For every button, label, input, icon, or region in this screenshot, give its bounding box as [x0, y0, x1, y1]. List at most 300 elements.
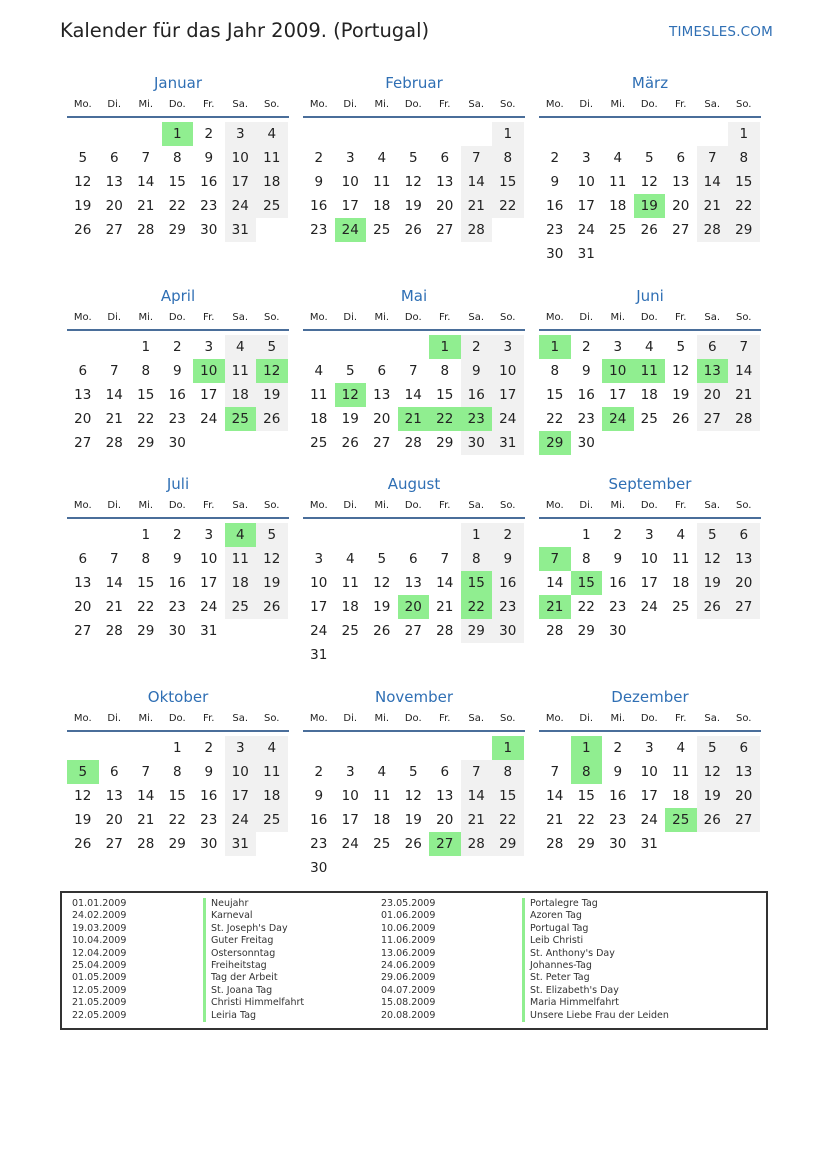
- day-cell: 9: [204, 150, 214, 166]
- day-cell: 11: [225, 547, 257, 571]
- day-cell: 4: [377, 764, 387, 780]
- day-grid: [539, 736, 761, 856]
- day-cell: 16: [609, 788, 627, 804]
- day-cell: 21: [105, 599, 123, 615]
- day-cell: 16: [168, 387, 186, 403]
- weekday-label: So.: [500, 500, 516, 511]
- day-cell: 5: [697, 523, 729, 547]
- day-cell: 7: [440, 551, 450, 567]
- day-cell: 6: [109, 150, 119, 166]
- weekday-label: So.: [500, 312, 516, 323]
- weekday-label: So.: [500, 713, 516, 724]
- day-cell: 24: [602, 407, 634, 431]
- empty-cell: [461, 736, 493, 760]
- day-cell: 29: [168, 836, 186, 852]
- day-cell: 30: [310, 860, 328, 876]
- day-cell: 16: [310, 198, 328, 214]
- weekday-label: Sa.: [704, 99, 721, 110]
- weekday-label: Sa.: [232, 713, 249, 724]
- day-cell: 15: [137, 575, 155, 591]
- month-name: Dezember: [611, 688, 689, 706]
- day-cell: 12: [373, 575, 391, 591]
- empty-cell: [665, 122, 697, 146]
- day-cell: 28: [105, 435, 123, 451]
- day-cell: 4: [613, 150, 623, 166]
- day-cell: 22: [492, 808, 524, 832]
- weekday-label: Di.: [343, 713, 358, 724]
- day-cell: 3: [225, 736, 257, 760]
- day-cell: 28: [461, 218, 493, 242]
- day-cell: 27: [105, 836, 123, 852]
- day-cell: 23: [577, 411, 595, 427]
- day-cell: 28: [546, 836, 564, 852]
- weekday-label: Mi.: [610, 713, 626, 724]
- day-cell: 3: [204, 527, 214, 543]
- day-cell: 13: [697, 359, 729, 383]
- day-cell: 19: [256, 571, 288, 595]
- day-cell: 3: [204, 339, 214, 355]
- day-cell: 7: [697, 146, 729, 170]
- holiday-date: 20.08.2009: [381, 1009, 436, 1021]
- day-cell: 21: [436, 599, 454, 615]
- day-cell: 17: [310, 599, 328, 615]
- day-cell: 6: [377, 363, 387, 379]
- day-cell: 3: [613, 339, 623, 355]
- day-cell: 21: [137, 812, 155, 828]
- day-cell: 27: [436, 222, 454, 238]
- weekday-label: Fr.: [203, 500, 215, 511]
- day-cell: 14: [137, 788, 155, 804]
- empty-cell: [99, 122, 131, 146]
- day-cell: 4: [256, 736, 288, 760]
- month-3: [539, 72, 761, 266]
- weekday-label: Mo.: [545, 500, 564, 511]
- day-cell: 23: [461, 407, 493, 431]
- day-cell: 14: [137, 174, 155, 190]
- day-cell: 22: [728, 194, 760, 218]
- day-cell: 8: [550, 363, 560, 379]
- day-cell: 13: [436, 788, 454, 804]
- day-cell: 12: [640, 174, 658, 190]
- day-cell: 22: [168, 198, 186, 214]
- day-cell: 21: [105, 411, 123, 427]
- day-cell: 9: [581, 363, 591, 379]
- day-cell: 4: [345, 551, 355, 567]
- day-cell: 30: [200, 836, 218, 852]
- day-cell: 10: [602, 359, 634, 383]
- day-cell: 8: [461, 547, 493, 571]
- empty-cell: [398, 122, 430, 146]
- day-cell: 11: [310, 387, 328, 403]
- day-cell: 20: [697, 383, 729, 407]
- brand-link[interactable]: TIMESLES.COM: [669, 24, 773, 40]
- empty-cell: [130, 736, 162, 760]
- day-cell: 18: [672, 788, 690, 804]
- day-cell: 27: [404, 623, 422, 639]
- holiday-date: 21.05.2009: [72, 997, 127, 1009]
- empty-cell: [67, 523, 99, 547]
- holiday-date: 12.04.2009: [72, 947, 127, 959]
- day-cell: 24: [577, 222, 595, 238]
- empty-cell: [335, 335, 367, 359]
- day-cell: 20: [436, 812, 454, 828]
- day-cell: 11: [256, 760, 288, 784]
- day-cell: 3: [345, 764, 355, 780]
- day-cell: 31: [492, 431, 524, 455]
- day-cell: 13: [728, 547, 760, 571]
- day-cell: 23: [609, 812, 627, 828]
- weekday-header: [67, 307, 289, 331]
- day-cell: 30: [168, 435, 186, 451]
- day-cell: 18: [640, 387, 658, 403]
- day-cell: 6: [78, 551, 88, 567]
- day-cell: 7: [109, 551, 119, 567]
- day-cell: 27: [697, 407, 729, 431]
- weekday-label: Mo.: [309, 312, 328, 323]
- month-name: Oktober: [147, 688, 209, 706]
- day-cell: 29: [577, 836, 595, 852]
- day-cell: 4: [256, 122, 288, 146]
- weekday-label: Di.: [343, 99, 358, 110]
- weekday-label: Mi.: [610, 99, 626, 110]
- day-cell: 1: [141, 527, 151, 543]
- day-cell: 5: [676, 339, 686, 355]
- holiday-name: Tag der Arbeit: [211, 972, 278, 984]
- day-cell: 9: [613, 551, 623, 567]
- empty-cell: [67, 122, 99, 146]
- month-name: August: [387, 475, 441, 493]
- day-cell: 14: [404, 387, 422, 403]
- day-cell: 14: [728, 359, 760, 383]
- empty-cell: [303, 736, 335, 760]
- empty-cell: [99, 523, 131, 547]
- month-name: Juli: [166, 475, 190, 493]
- weekday-label: Do.: [640, 500, 658, 511]
- empty-cell: [366, 335, 398, 359]
- month-7: [67, 473, 289, 643]
- day-cell: 29: [461, 619, 493, 643]
- day-cell: 31: [225, 218, 257, 242]
- day-cell: 31: [200, 623, 218, 639]
- day-cell: 2: [613, 740, 623, 756]
- empty-cell: [366, 122, 398, 146]
- day-cell: 18: [310, 411, 328, 427]
- day-cell: 30: [492, 619, 524, 643]
- day-cell: 24: [225, 808, 257, 832]
- day-cell: 16: [200, 174, 218, 190]
- weekday-label: Fr.: [439, 713, 451, 724]
- day-cell: 22: [137, 599, 155, 615]
- day-cell: 1: [461, 523, 493, 547]
- day-cell: 8: [440, 363, 450, 379]
- holiday-date: 10.06.2009: [381, 922, 436, 934]
- empty-cell: [461, 122, 493, 146]
- day-grid: [539, 335, 761, 455]
- weekday-label: Do.: [168, 99, 186, 110]
- day-cell: 31: [640, 836, 658, 852]
- holiday-name: Ostersonntag: [211, 947, 276, 959]
- day-cell: 7: [408, 363, 418, 379]
- weekday-label: Di.: [107, 713, 122, 724]
- weekday-label: Sa.: [468, 500, 485, 511]
- day-cell: 13: [74, 575, 92, 591]
- day-cell: 8: [141, 363, 151, 379]
- weekday-label: Mi.: [610, 312, 626, 323]
- empty-cell: [539, 736, 571, 760]
- empty-cell: [303, 122, 335, 146]
- day-cell: 1: [162, 122, 194, 146]
- day-cell: 4: [377, 150, 387, 166]
- day-cell: 17: [225, 784, 257, 808]
- day-cell: 12: [256, 547, 288, 571]
- day-grid: [67, 523, 289, 643]
- holiday-date: 23.05.2009: [381, 898, 436, 909]
- day-cell: 25: [341, 623, 359, 639]
- weekday-label: Mi.: [374, 312, 390, 323]
- day-cell: 14: [546, 575, 564, 591]
- day-cell: 28: [105, 623, 123, 639]
- day-cell: 26: [74, 222, 92, 238]
- weekday-label: Do.: [404, 312, 422, 323]
- weekday-label: Sa.: [232, 312, 249, 323]
- day-cell: 1: [492, 122, 524, 146]
- day-cell: 2: [492, 523, 524, 547]
- holiday-name: Leib Christi: [530, 935, 584, 947]
- day-cell: 19: [74, 198, 92, 214]
- day-cell: 11: [609, 174, 627, 190]
- day-cell: 20: [373, 411, 391, 427]
- day-cell: 31: [225, 832, 257, 856]
- day-cell: 3: [314, 551, 324, 567]
- day-cell: 9: [172, 363, 182, 379]
- day-cell: 15: [168, 788, 186, 804]
- day-cell: 25: [225, 407, 257, 431]
- empty-cell: [398, 736, 430, 760]
- day-cell: 18: [225, 383, 257, 407]
- day-cell: 20: [672, 198, 690, 214]
- weekday-label: So.: [736, 99, 752, 110]
- day-cell: 26: [697, 808, 729, 832]
- day-cell: 17: [609, 387, 627, 403]
- day-cell: 13: [105, 788, 123, 804]
- day-cell: 29: [539, 431, 571, 455]
- legend-left-dates: [72, 898, 126, 1022]
- day-cell: 4: [644, 339, 654, 355]
- day-cell: 11: [672, 551, 690, 567]
- day-cell: 17: [640, 575, 658, 591]
- day-cell: 26: [373, 623, 391, 639]
- day-cell: 7: [141, 150, 151, 166]
- weekday-label: Mo.: [309, 713, 328, 724]
- day-cell: 25: [609, 222, 627, 238]
- day-cell: 12: [404, 174, 422, 190]
- weekday-label: Mo.: [73, 99, 92, 110]
- weekday-label: Di.: [579, 99, 594, 110]
- day-cell: 19: [697, 784, 729, 808]
- day-cell: 27: [74, 623, 92, 639]
- day-cell: 19: [404, 812, 422, 828]
- day-cell: 6: [440, 150, 450, 166]
- day-cell: 18: [609, 198, 627, 214]
- day-cell: 13: [74, 387, 92, 403]
- day-cell: 24: [640, 812, 658, 828]
- empty-cell: [303, 335, 335, 359]
- holiday-name: Portalegre Tag: [530, 898, 598, 909]
- month-10: [67, 686, 289, 856]
- weekday-label: Fr.: [439, 500, 451, 511]
- day-cell: 1: [429, 335, 461, 359]
- day-cell: 2: [581, 339, 591, 355]
- day-cell: 11: [256, 146, 288, 170]
- day-cell: 5: [408, 764, 418, 780]
- day-cell: 27: [728, 595, 760, 619]
- day-cell: 30: [609, 623, 627, 639]
- weekday-label: So.: [264, 312, 280, 323]
- day-cell: 2: [550, 150, 560, 166]
- weekday-label: Sa.: [704, 713, 721, 724]
- day-cell: 17: [225, 170, 257, 194]
- day-cell: 14: [461, 170, 493, 194]
- holiday-date: 01.01.2009: [72, 898, 127, 909]
- day-cell: 6: [78, 363, 88, 379]
- holiday-date: 24.02.2009: [72, 910, 127, 922]
- day-cell: 16: [461, 383, 493, 407]
- weekday-label: Do.: [404, 500, 422, 511]
- day-cell: 12: [697, 760, 729, 784]
- empty-cell: [366, 523, 398, 547]
- weekday-label: Do.: [168, 500, 186, 511]
- day-cell: 5: [408, 150, 418, 166]
- day-cell: 25: [310, 435, 328, 451]
- weekday-header: [539, 708, 761, 732]
- day-cell: 7: [109, 363, 119, 379]
- weekday-label: Mi.: [138, 500, 154, 511]
- day-cell: 18: [225, 571, 257, 595]
- weekday-label: Mo.: [309, 500, 328, 511]
- day-cell: 14: [546, 788, 564, 804]
- day-cell: 30: [168, 623, 186, 639]
- legend-right-dates: [381, 898, 435, 1022]
- day-cell: 11: [634, 359, 666, 383]
- day-cell: 1: [728, 122, 760, 146]
- day-cell: 26: [672, 411, 690, 427]
- weekday-header: [67, 495, 289, 519]
- day-cell: 15: [168, 174, 186, 190]
- empty-cell: [539, 523, 571, 547]
- day-cell: 17: [492, 383, 524, 407]
- day-cell: 8: [571, 760, 603, 784]
- weekday-header: [539, 495, 761, 519]
- day-cell: 19: [672, 387, 690, 403]
- day-cell: 25: [640, 411, 658, 427]
- day-cell: 18: [672, 575, 690, 591]
- empty-cell: [335, 122, 367, 146]
- day-cell: 18: [373, 812, 391, 828]
- day-cell: 27: [74, 435, 92, 451]
- day-cell: 17: [200, 575, 218, 591]
- empty-cell: [634, 122, 666, 146]
- day-cell: 15: [492, 784, 524, 808]
- holiday-legend: [60, 891, 768, 1030]
- day-cell: 8: [172, 764, 182, 780]
- day-cell: 14: [105, 575, 123, 591]
- day-cell: 7: [550, 764, 560, 780]
- day-cell: 13: [404, 575, 422, 591]
- day-cell: 12: [74, 788, 92, 804]
- day-cell: 8: [581, 551, 591, 567]
- day-cell: 9: [172, 551, 182, 567]
- weekday-label: Mo.: [545, 99, 564, 110]
- holiday-date: 12.05.2009: [72, 984, 127, 996]
- day-cell: 2: [172, 339, 182, 355]
- day-cell: 7: [728, 335, 760, 359]
- day-cell: 11: [373, 174, 391, 190]
- day-cell: 22: [168, 812, 186, 828]
- month-name: November: [374, 688, 454, 706]
- weekday-label: Di.: [579, 500, 594, 511]
- day-cell: 24: [492, 407, 524, 431]
- weekday-label: Fr.: [675, 713, 687, 724]
- day-cell: 18: [256, 170, 288, 194]
- day-cell: 1: [581, 527, 591, 543]
- day-cell: 17: [341, 198, 359, 214]
- day-cell: 7: [141, 764, 151, 780]
- holiday-date: 29.06.2009: [381, 972, 436, 984]
- day-cell: 16: [310, 812, 328, 828]
- day-cell: 26: [697, 595, 729, 619]
- holiday-date: 19.03.2009: [72, 922, 127, 934]
- day-cell: 25: [373, 222, 391, 238]
- weekday-label: Fr.: [675, 312, 687, 323]
- day-cell: 7: [539, 547, 571, 571]
- day-cell: 15: [577, 788, 595, 804]
- day-grid: [303, 736, 525, 880]
- weekday-label: So.: [736, 713, 752, 724]
- month-8: [303, 473, 525, 667]
- day-grid: [539, 523, 761, 643]
- day-cell: 27: [672, 222, 690, 238]
- day-cell: 16: [492, 571, 524, 595]
- day-cell: 9: [314, 174, 324, 190]
- holiday-date: 13.06.2009: [381, 947, 436, 959]
- weekday-header: [303, 708, 525, 732]
- day-cell: 2: [314, 764, 324, 780]
- weekday-label: Fr.: [439, 312, 451, 323]
- day-grid: [303, 523, 525, 667]
- day-cell: 2: [613, 527, 623, 543]
- holiday-date: 04.07.2009: [381, 984, 436, 996]
- day-cell: 26: [404, 836, 422, 852]
- day-cell: 4: [676, 527, 686, 543]
- weekday-label: Fr.: [439, 99, 451, 110]
- empty-cell: [99, 736, 131, 760]
- day-cell: 4: [225, 335, 257, 359]
- day-cell: 19: [74, 812, 92, 828]
- empty-cell: [366, 736, 398, 760]
- day-cell: 20: [398, 595, 430, 619]
- empty-cell: [398, 335, 430, 359]
- holiday-name: St. Anthony's Day: [530, 947, 615, 959]
- weekday-label: Mi.: [610, 500, 626, 511]
- day-cell: 9: [204, 764, 214, 780]
- day-cell: 5: [345, 363, 355, 379]
- holiday-date: 10.04.2009: [72, 935, 127, 947]
- day-cell: 28: [461, 832, 493, 856]
- day-cell: 24: [200, 411, 218, 427]
- day-cell: 22: [137, 411, 155, 427]
- day-cell: 9: [550, 174, 560, 190]
- day-cell: 19: [404, 198, 422, 214]
